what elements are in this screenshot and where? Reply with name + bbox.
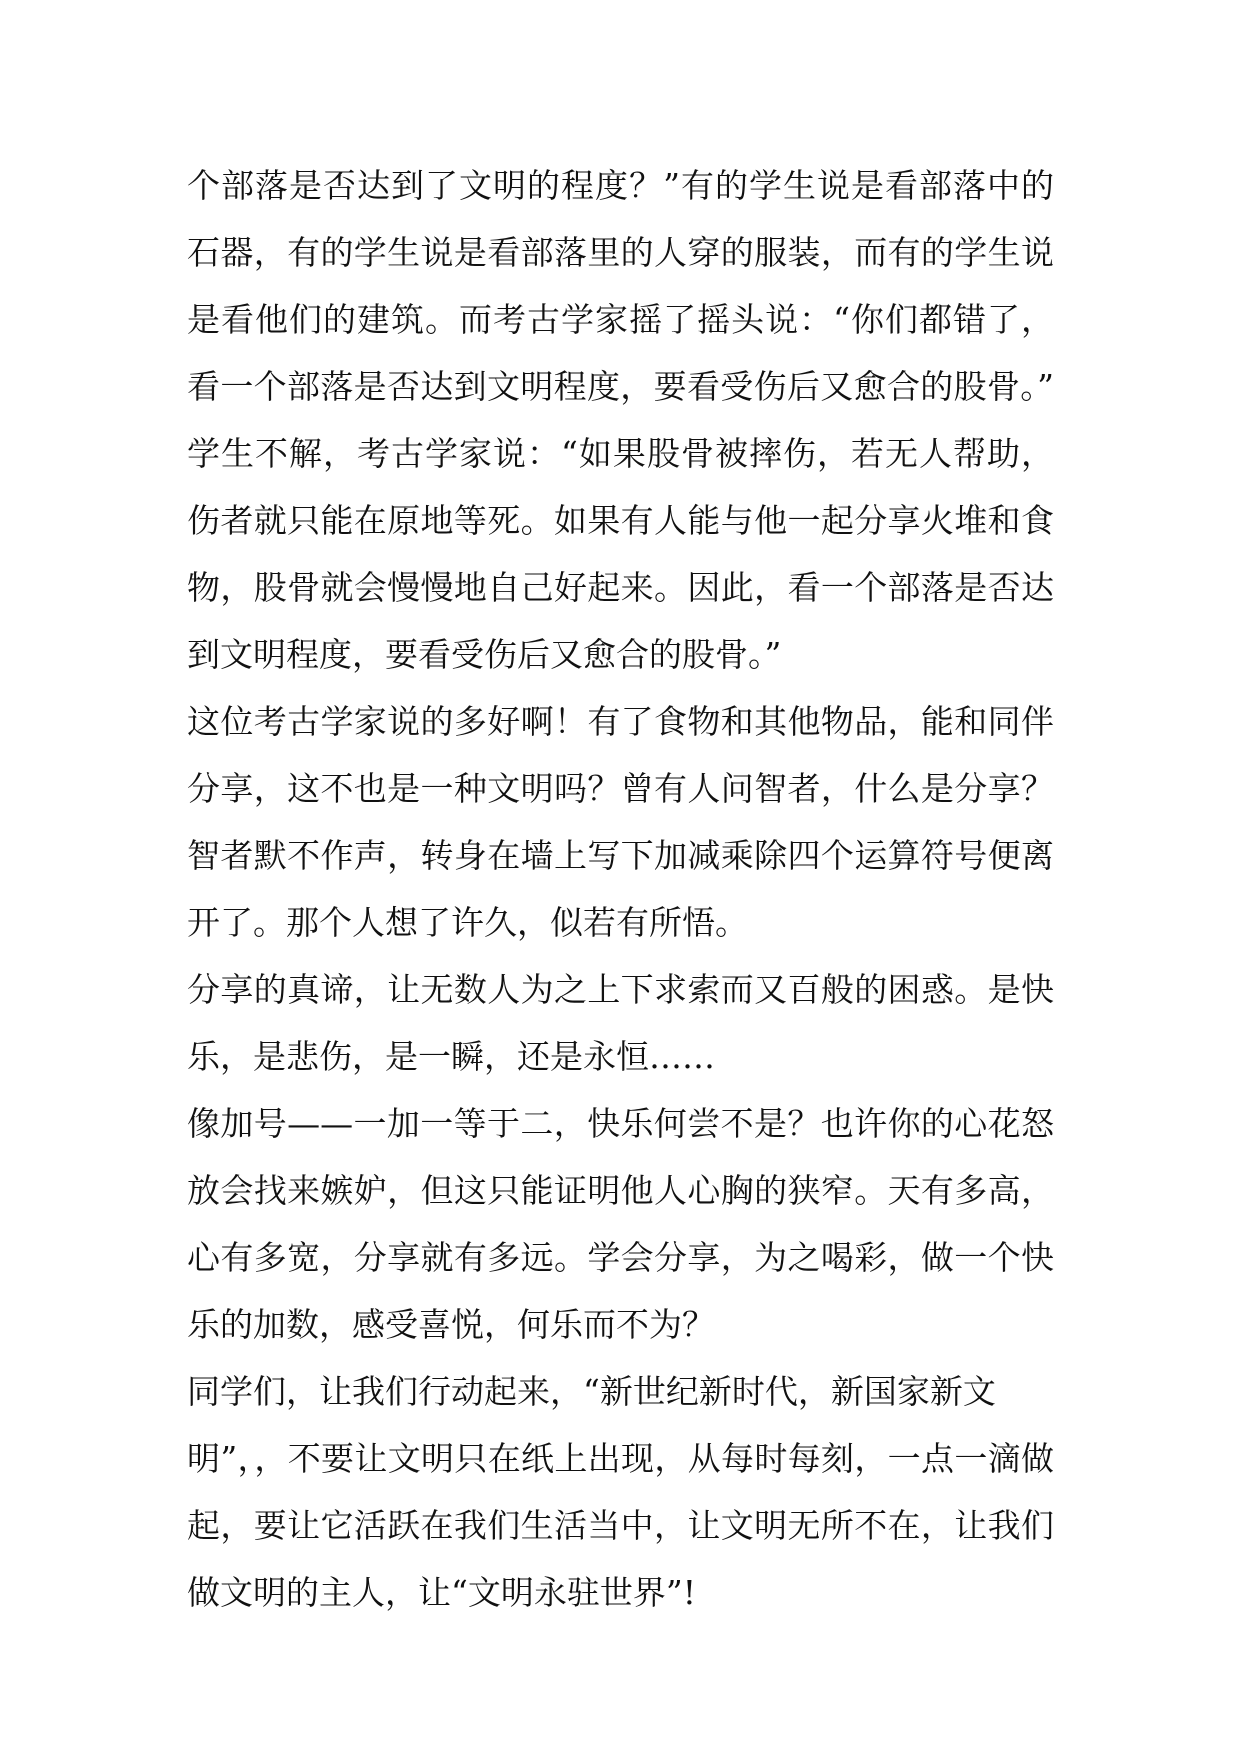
text-line: 起，要让它活跃在我们生活当中，让文明无所不在，让我们 <box>187 1506 1054 1545</box>
text-line: 个部落是否达到了文明的程度？”有的学生说是看部落中的 <box>187 166 1054 205</box>
text-line: 这位考古学家说的多好啊！有了食物和其他物品，能和同伴 <box>187 702 1054 741</box>
text-line: 分享的真谛，让无数人为之上下求索而又百般的困惑。是快 <box>187 970 1054 1009</box>
paragraph <box>187 688 1054 956</box>
text-line: 同学们，让我们行动起来，“新世纪新时代，新国家新文 <box>187 1372 996 1411</box>
text-line: 物，股骨就会慢慢地自己好起来。因此，看一个部落是否达 <box>187 568 1054 607</box>
body-text <box>187 152 1054 1626</box>
text-line: 开了。那个人想了许久，似若有所悟。 <box>187 903 748 942</box>
text-line: 放会找来嫉妒，但这只能证明他人心胸的狭窄。天有多高， <box>187 1171 1054 1210</box>
paragraph <box>187 152 1054 688</box>
text-line: 心有多宽，分享就有多远。学会分享，为之喝彩，做一个快 <box>187 1238 1054 1277</box>
paragraph <box>187 1090 1054 1358</box>
text-line: 像加号——一加一等于二，快乐何尝不是？也许你的心花怒 <box>187 1104 1054 1143</box>
text-line: 乐，是悲伤，是一瞬，还是永恒…… <box>187 1037 715 1076</box>
text-line: 智者默不作声，转身在墙上写下加减乘除四个运算符号便离 <box>187 836 1054 875</box>
paragraph <box>187 956 1054 1090</box>
text-line: 做文明的主人，让“文明永驻世界”! <box>187 1573 697 1612</box>
text-line: 乐的加数，感受喜悦，何乐而不为？ <box>187 1305 715 1344</box>
text-line: 分享，这不也是一种文明吗？曾有人问智者，什么是分享？ <box>187 769 1054 808</box>
paragraph <box>187 1358 1054 1626</box>
text-line: 到文明程度，要看受伤后又愈合的股骨。” <box>187 635 782 674</box>
text-line: 明”，，不要让文明只在纸上出现，从每时每刻，一点一滴做 <box>187 1439 1054 1478</box>
text-line: 伤者就只能在原地等死。如果有人能与他一起分享火堆和食 <box>187 501 1054 540</box>
text-line: 学生不解，考古学家说：“如果股骨被摔伤，若无人帮助， <box>187 434 1054 473</box>
text-line: 看一个部落是否达到文明程度，要看受伤后又愈合的股骨。” <box>187 367 1054 406</box>
text-line: 石器，有的学生说是看部落里的人穿的服装，而有的学生说 <box>187 233 1054 272</box>
text-line: 是看他们的建筑。而考古学家摇了摇头说：“你们都错了， <box>187 300 1054 339</box>
